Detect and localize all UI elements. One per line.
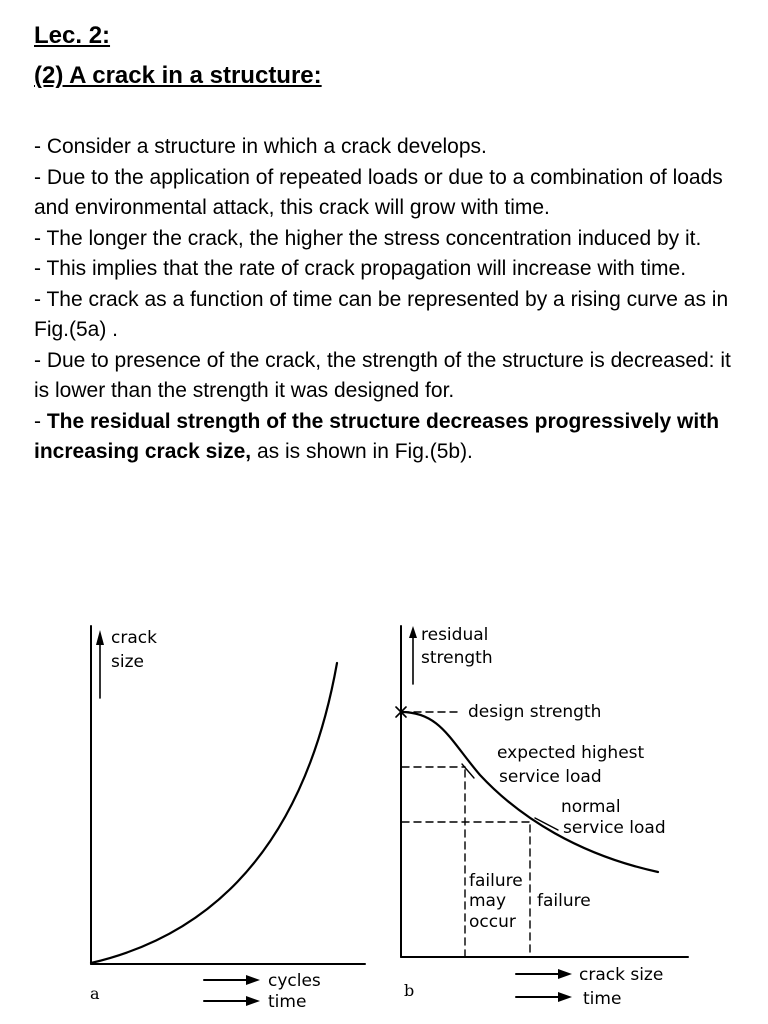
fig-a-cycles-arrowhead [246, 975, 260, 985]
fig-a-x-label-1: cycles [268, 971, 321, 991]
body-text [34, 132, 734, 468]
fig-a-x-label-2: time [268, 992, 307, 1012]
paragraph-6: - Due to presence of the crack, the strength of the structure is decreased: it is lower than the strength it was designed for. [34, 348, 731, 402]
paragraph-3: - The longer the crack, the higher the stress concentration induced by it. [34, 226, 702, 250]
paragraph-7 [34, 407, 734, 468]
failure-may-label-3: occur [469, 912, 516, 932]
paragraph-2: - Due to the application of repeated loads or due to a combination of loads and environmental attack, this crack will grow with time. [34, 165, 723, 219]
expected-label-1: expected highest [497, 743, 645, 763]
failure-may-label-2: may [469, 891, 507, 911]
fig-a-curve [91, 663, 337, 963]
normal-label-1: normal [561, 797, 621, 817]
lecture-label: Lec. 2: [34, 22, 111, 49]
paragraph-4: - This implies that the rate of crack propagation will increase with time. [34, 257, 687, 280]
fig-a-y-label-1: crack [111, 628, 157, 648]
paragraph-5: - The crack as a function of time can be represented by a rising curve as in Fig.(5a) . [34, 287, 729, 341]
normal-label-2: service load [563, 818, 666, 838]
fig-b-crack-arrowhead [558, 969, 572, 979]
fig-b-y-label-1: residual [421, 625, 489, 645]
paragraph-7-rest: as is shown in Fig.(5b). [251, 440, 473, 463]
design-strength-label: design strength [468, 702, 602, 722]
expected-label-2: service load [499, 767, 602, 787]
fig-b-x-label-1: crack size [579, 965, 664, 985]
fig-b-y-label-2: strength [421, 648, 493, 668]
section-heading: (2) A crack in a structure: [34, 62, 322, 89]
figure-5 [0, 600, 768, 1024]
fig-a-y-label-2: size [111, 652, 144, 672]
fig-b-x-label-2: time [583, 989, 622, 1009]
failure-label: failure [537, 891, 591, 911]
fig-a-y-arrowhead [96, 630, 104, 645]
fig-a-label: a [90, 984, 100, 1003]
paragraph-1: - Consider a structure in which a crack develops. [34, 135, 487, 158]
fig-b-label: b [404, 981, 415, 1000]
fig-a-time-arrowhead [246, 996, 260, 1006]
paragraph-7-dash: - [34, 409, 47, 433]
fig-b-y-arrowhead [409, 626, 417, 638]
paragraph-7-bold: The residual strength of the structure decreases progressively with increasing crack size, [34, 409, 720, 463]
fig-b-time-arrowhead [558, 992, 572, 1002]
failure-may-label-1: failure [469, 871, 523, 891]
fig-b-curve [401, 712, 658, 872]
